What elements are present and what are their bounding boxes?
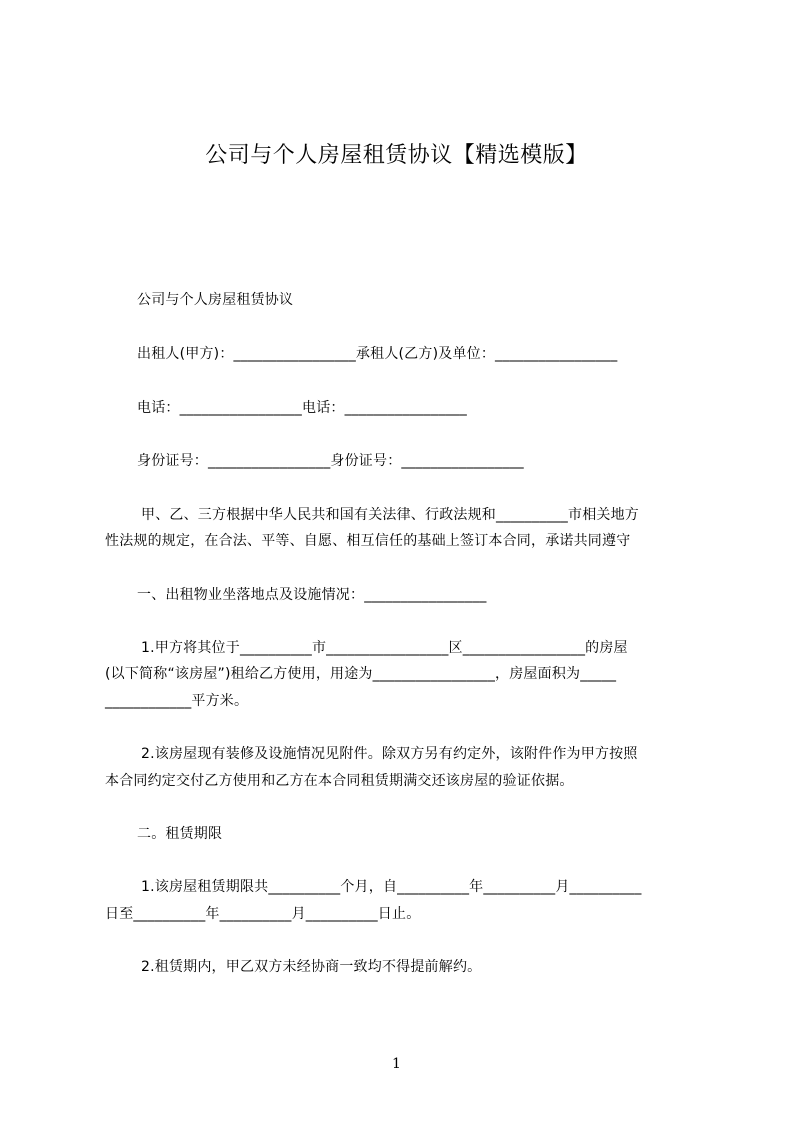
clause-2-2: 2.租赁期内，甲乙双方未经协商一致均不得提前解约。 [141,959,482,975]
subtitle-line: 公司与个人房屋租赁协议 [137,292,294,308]
section-1-heading: 一、出租物业坐落地点及设施情况：_________________ [137,587,487,603]
clause-1-1-line-1: 1.甲方将其位于__________市_________________区_________________的房屋 [141,640,628,656]
preamble-line-2: 性法规的规定，在合法、平等、自愿、相互信任的基础上签订本合同，承诺共同遵守 [105,533,631,549]
clause-1-1-line-2: (以下简称“该房屋”)租给乙方使用，用途为_________________，房屋面积为_____ [105,666,617,682]
clause-2-1-line-2: 日至__________年__________月__________日止。 [105,906,421,922]
section-2-heading: 二。租赁期限 [137,826,223,842]
clause-1-2-line-1: 2.该房屋现有装修及设施情况见附件。除双方另有约定外，该附件作为甲方按照 [141,746,638,762]
clause-2-1-line-1: 1.该房屋租赁期限共__________个月，自__________年__________月__________ [141,879,642,895]
phone-line: 电话：_________________电话：_________________ [137,400,467,416]
document-title: 公司与个人房屋租赁协议【精选模版】 [205,143,588,168]
id-number-line: 身份证号：_________________身份证号：_________________ [137,453,524,469]
clause-1-1-line-3: ____________平方米。 [105,693,249,709]
clause-1-2-line-2: 本合同约定交付乙方使用和乙方在本合同租赁期满交还该房屋的验证依据。 [105,773,574,789]
lessor-lessee-line: 出租人(甲方)：_________________承租人(乙方)及单位：_________________ [137,346,618,362]
page-number: 1 [392,1056,401,1072]
preamble-line-1: 甲、乙、三方根据中华人民共和国有关法律、行政法规和__________市相关地方 [141,507,639,523]
